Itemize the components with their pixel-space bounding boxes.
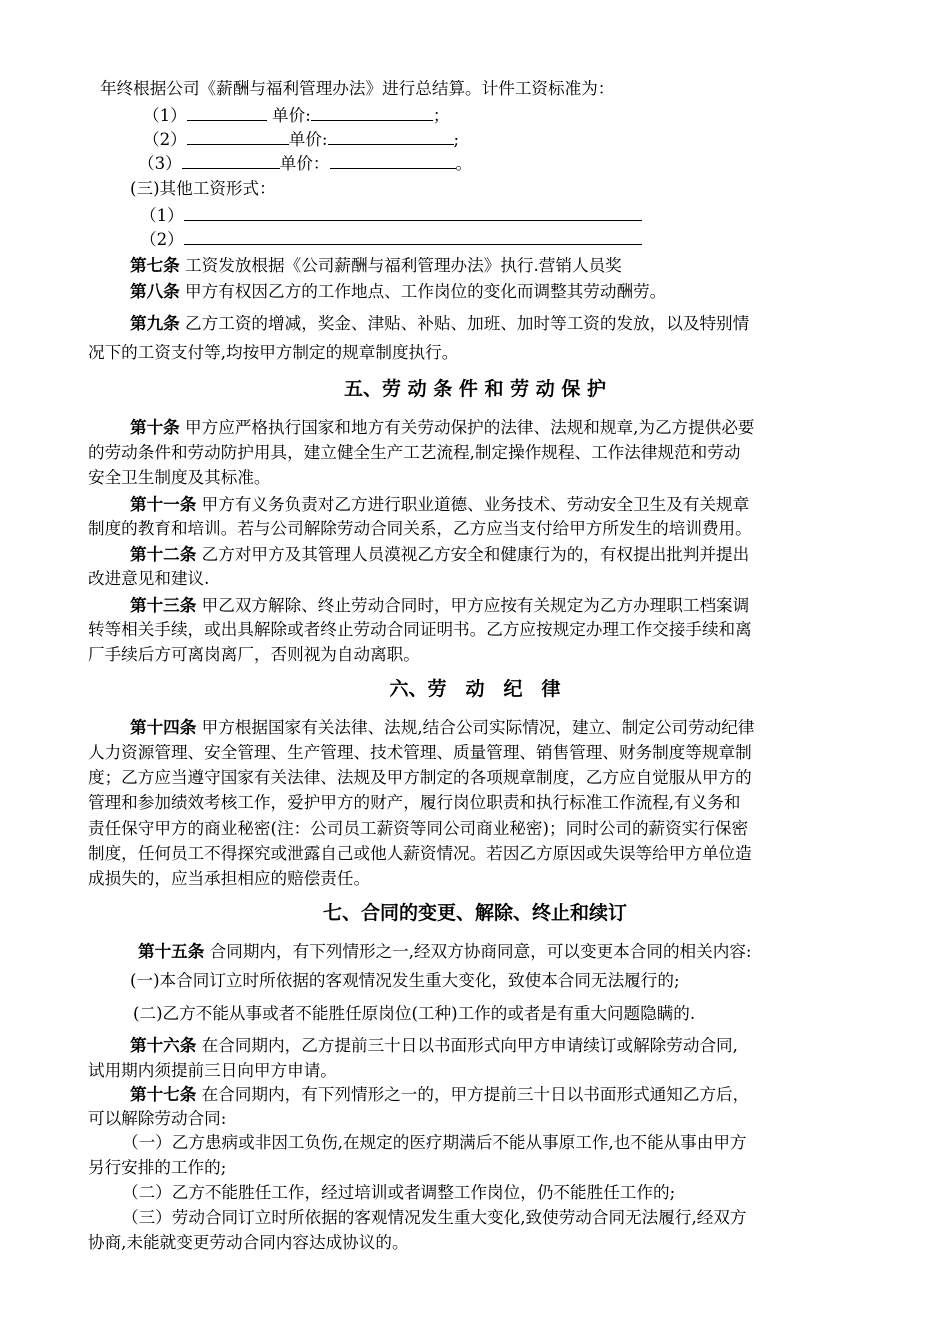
list-item: （二）乙方不能胜任工作，经过培训或者调整工作岗位，仍不能胜任工作的;	[122, 1183, 676, 1202]
list-item: （三）劳动合同订立时所依据的客观情况发生重大变化,致使劳动合同无法履行,经双方	[122, 1208, 747, 1227]
article-7	[130, 254, 622, 277]
section-heading-7: 七、合同的变更、解除、终止和续订	[322, 902, 627, 924]
article-number: 第十五条	[138, 941, 205, 961]
article-12	[130, 543, 749, 566]
article-text: 甲方有义务负责对乙方进行职业道德、业务技术、劳动安全卫生及有关规章	[196, 495, 750, 514]
blank-field	[184, 228, 642, 245]
item-number: （2）	[143, 130, 187, 149]
item-number: （1）	[143, 106, 187, 125]
text-line: 度；乙方应当遵守国家有关法律、法规及甲方制定的各项规章制度，乙方应自觉服从甲方的	[88, 768, 752, 787]
article-number: 第十一条	[130, 494, 197, 514]
punctuation: ；	[432, 106, 450, 125]
article-10	[130, 416, 755, 439]
blank-field	[311, 104, 433, 121]
piece-rate-line-3	[138, 152, 472, 175]
blank-field	[182, 152, 280, 169]
article-text: 乙方对甲方及其管理人员漠视乙方安全和健康行为的，有权提出批判并提出	[196, 545, 750, 564]
article-11	[130, 493, 749, 516]
text-line: 试用期内须提前三日向甲方申请。	[88, 1061, 337, 1080]
text-line: 责任保守甲方的商业秘密(注：公司员工薪资等同公司商业秘密)；同时公司的薪资实行保密	[88, 819, 749, 838]
text-line: 制度的教育和培训。若与公司解除劳动合同关系，乙方应当支付给甲方所发生的培训费用。	[88, 519, 752, 538]
text-line: 协商,未能就变更劳动合同内容达成协议的。	[88, 1233, 409, 1252]
unit-price-label: 单价:	[288, 130, 328, 149]
unit-price-label: 单价:	[266, 106, 311, 125]
list-item: (一)本合同订立时所依据的客观情况发生重大变化，致使本合同无法履行的;	[130, 971, 680, 990]
text-line: 人力资源管理、安全管理、生产管理、技术管理、质量管理、销售管理、财务制度等规章制	[88, 743, 752, 762]
text-line: 改进意见和建议.	[88, 569, 210, 588]
article-17	[130, 1083, 749, 1106]
article-number: 第十条	[130, 417, 180, 437]
list-item: （一）乙方患病或非因工负伤,在规定的医疗期满后不能从事原工作,也不能从事由甲方	[122, 1133, 747, 1152]
item-number: （2）	[140, 230, 184, 249]
section-subtitle: (三)其他工资形式：	[130, 179, 276, 198]
article-text: 工资发放根据《公司薪酬与福利管理办法》执行.营销人员奖	[179, 256, 622, 275]
article-number: 第十七条	[130, 1084, 197, 1104]
punctuation: ;	[453, 130, 460, 149]
text-line: 制度，任何员工不得探究或泄露自己或他人薪资情况。若因乙方原因或失误等给甲方单位造	[88, 844, 752, 863]
section-heading-5: 五、劳 动 条 件 和 劳 动 保 护	[344, 378, 606, 400]
article-text: 甲方有权因乙方的工作地点、工作岗位的变化而调整其劳动酬劳。	[179, 282, 667, 301]
item-number: （3）	[138, 154, 182, 173]
text-line: 转等相关手续，或出具解除或者终止劳动合同证明书。乙方应按规定办理工作交接手续和离	[88, 620, 752, 639]
article-number: 第八条	[130, 281, 180, 301]
text-line: 年终根据公司《薪酬与福利管理办法》进行总结算。计件工资标准为：	[100, 79, 615, 98]
article-number: 第七条	[130, 255, 180, 275]
blank-field	[328, 128, 454, 145]
article-text: 甲方根据国家有关法律、法规,结合公司实际情况，建立、制定公司劳动纪律	[196, 718, 755, 737]
text-line: 厂手续后方可离岗离厂，否则视为自动离职。	[88, 645, 420, 664]
list-item: (二)乙方不能从事或者不能胜任原岗位(工种)工作的或者是有重大问题隐瞒的.	[133, 1004, 696, 1023]
article-text: 合同期内，有下列情形之一,经双方协商同意，可以变更本合同的相关内容:	[204, 942, 752, 961]
text-line: 况下的工资支付等,均按甲方制定的规章制度执行。	[88, 343, 459, 362]
blank-field	[184, 204, 642, 221]
text-line: 安全卫生制度及其标准。	[88, 468, 271, 487]
text-line: 可以解除劳动合同:	[88, 1109, 227, 1128]
text-line: 的劳动条件和劳动防护用具，建立健全生产工艺流程,制定操作规程、工作法律规范和劳动	[88, 443, 741, 462]
article-number: 第十二条	[130, 544, 197, 564]
article-14	[130, 716, 755, 739]
article-number: 第十六条	[130, 1035, 197, 1055]
item-number: （1）	[140, 206, 184, 225]
other-form-line-1	[140, 204, 642, 227]
article-16	[130, 1034, 738, 1057]
punctuation: 。	[455, 154, 473, 173]
article-number: 第十三条	[130, 595, 197, 615]
article-text: 在合同期内，乙方提前三十日以书面形式向甲方申请续订或解除劳动合同,	[196, 1036, 738, 1055]
text-line: 成损失的，应当承担相应的赔偿责任。	[88, 869, 371, 888]
article-text: 乙方工资的增减，奖金、津贴、补贴、加班、加时等工资的发放，以及特别情	[179, 314, 750, 333]
blank-field	[187, 104, 267, 121]
piece-rate-line-1	[143, 104, 449, 127]
section-heading-6: 六、劳 动 纪 律	[389, 678, 561, 700]
piece-rate-line-2	[143, 128, 459, 151]
article-number: 第十四条	[130, 717, 197, 737]
text-line: 另行安排的工作的;	[88, 1158, 227, 1177]
article-text: 甲方应严格执行国家和地方有关劳动保护的法律、法规和规章,为乙方提供必要	[179, 418, 755, 437]
text-line: 管理和参加绩效考核工作，爱护甲方的财产，履行岗位职责和执行标准工作流程,有义务和	[88, 793, 741, 812]
article-13	[130, 594, 749, 617]
article-text: 甲乙双方解除、终止劳动合同时，甲方应按有关规定为乙方办理职工档案调	[196, 596, 750, 615]
article-15	[138, 940, 752, 963]
blank-field	[330, 152, 456, 169]
unit-price-label: 单价：	[279, 154, 330, 173]
article-number: 第九条	[130, 313, 180, 333]
article-text: 在合同期内，有下列情形之一的，甲方提前三十日以书面形式通知乙方后，	[196, 1085, 750, 1104]
article-8	[130, 280, 666, 303]
article-9	[130, 312, 749, 335]
other-form-line-2	[140, 228, 642, 251]
blank-field	[187, 128, 289, 145]
